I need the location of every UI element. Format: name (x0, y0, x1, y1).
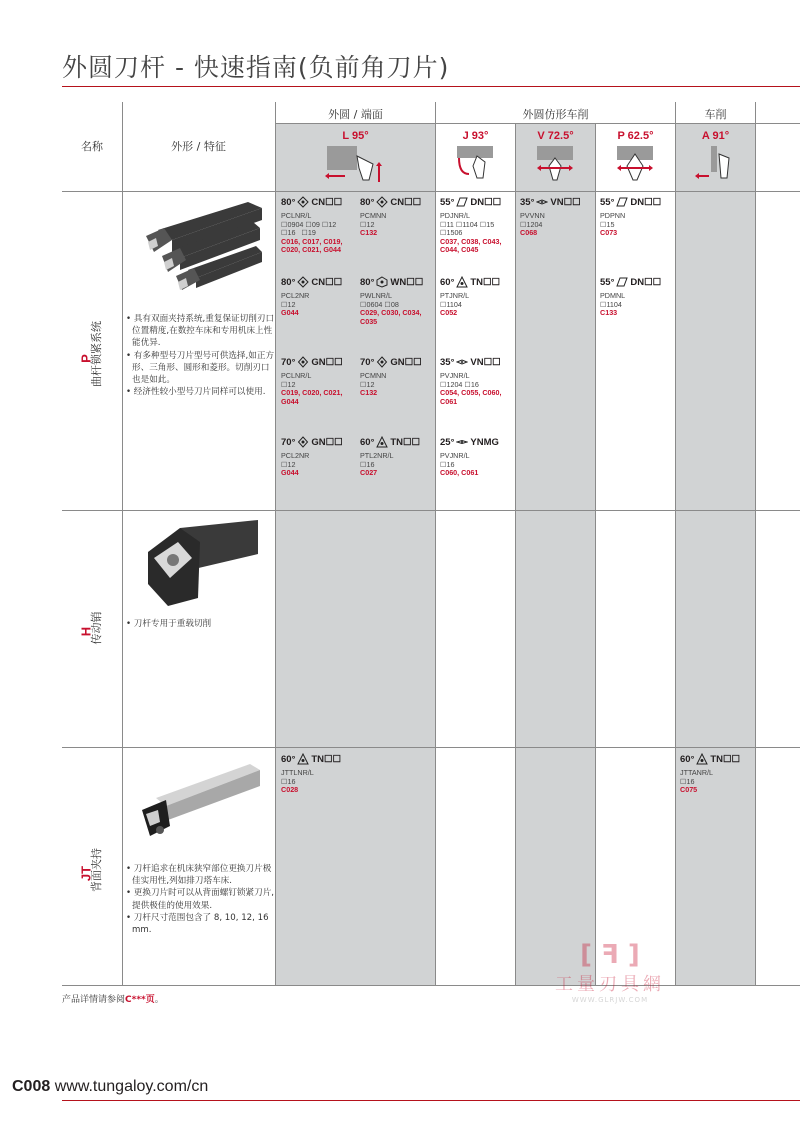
watermark (540, 940, 680, 1020)
footer-note-end: 。 (154, 995, 164, 1005)
watermark-url: WWW.GLRJW.COM (571, 996, 649, 1004)
holder-image-H (140, 518, 260, 608)
insert-angle: 60° (680, 753, 695, 765)
holder-image-JT (138, 756, 263, 851)
holder-sizes: ☐12 (281, 379, 296, 389)
triangle-icon (696, 753, 708, 765)
features-JT (126, 863, 276, 936)
insert-angle: 80° (360, 196, 375, 208)
diagram-L95-icon (325, 144, 385, 184)
holder-entry (360, 436, 440, 478)
page-refs[interactable]: C029, C030, C034, C035 (360, 308, 422, 326)
holder-sizes: ☐12 (360, 379, 375, 389)
insert-angle: 60° (440, 276, 455, 288)
insert-angle: 35° (440, 356, 455, 368)
triangle-icon (297, 753, 309, 765)
holder-sizes: ☐16 (680, 776, 695, 786)
diagram-P625-icon (615, 144, 655, 184)
header-name: 名称 (81, 140, 103, 153)
insert-angle: 70° (281, 436, 296, 448)
holder-model: PVJNR/L (440, 371, 470, 380)
feature-text: • 有多种型号刀片型号可供选择,如正方形、三角形、圆形和菱形。切削刃口也是如此。 (126, 350, 275, 386)
insert-angle: 60° (281, 753, 296, 765)
insert-angle: 25° (440, 436, 455, 448)
grid-line (62, 510, 800, 511)
insert-code: DN☐☐ (630, 196, 662, 208)
page-number: C008 (12, 1078, 51, 1095)
insert-angle: 80° (360, 276, 375, 288)
holder-model: JTTANR/L (680, 768, 714, 777)
holder-entry (281, 196, 361, 255)
holder-model: JTTLNR/L (281, 768, 314, 777)
rhombus-80-icon (376, 196, 388, 208)
header-copy: 外圆仿形车削 (522, 108, 589, 121)
system-name-P: 曲杆锁紧系统 (90, 321, 103, 387)
rhombus-25-icon (456, 436, 468, 448)
insert-code: GN☐☐ (390, 356, 422, 368)
insert-code: WN☐☐ (390, 276, 424, 288)
holder-entry (281, 753, 361, 795)
insert-spec (680, 753, 760, 765)
insert-angle: 70° (360, 356, 375, 368)
holder-sizes: ☐16 (360, 459, 375, 469)
holder-entry (281, 356, 361, 406)
trigon-icon (376, 276, 388, 288)
angle-A91: A 91° (701, 130, 730, 142)
header-shape: 外形 / 特征 (171, 140, 226, 153)
holder-model: PWLNR/L (360, 291, 392, 300)
feature-text: • 经济性较小型号刀片同样可以使用. (126, 387, 266, 398)
holder-model: PCLNR/L (281, 371, 312, 380)
holder-entry (360, 276, 440, 326)
holder-sizes: ☐12 (281, 299, 296, 309)
insert-spec (281, 753, 361, 765)
insert-spec (440, 276, 520, 288)
insert-spec (600, 276, 680, 288)
holder-entry (360, 196, 440, 238)
website-link[interactable]: www.tungaloy.com/cn (54, 1078, 209, 1095)
header-turning: 车削 (704, 108, 727, 121)
insert-code: VN☐☐ (470, 356, 501, 368)
holder-sizes: ☐0904 ☐09 ☐12 ☐16 ☐19 (281, 219, 337, 237)
angle-V725: V 72.5° (537, 130, 574, 142)
page-refs[interactable]: C037, C038, C043, C044, C045 (440, 236, 502, 254)
grid-line (595, 124, 596, 985)
holder-entry (600, 196, 680, 238)
footer-note-ref: C***页 (125, 995, 155, 1005)
insert-spec (440, 356, 520, 368)
angle-P625: P 62.5° (617, 130, 654, 142)
insert-angle: 80° (281, 196, 296, 208)
holder-sizes: ☐16 (281, 776, 296, 786)
insert-spec (360, 196, 440, 208)
grid-line (276, 123, 800, 124)
insert-spec (440, 196, 520, 208)
column-shade-V725 (515, 192, 595, 985)
rhombus-70-icon (297, 436, 309, 448)
angle-J93: J 93° (462, 130, 489, 142)
page-refs[interactable]: C132 (360, 388, 378, 397)
insert-code: DN☐☐ (630, 276, 662, 288)
page-refs[interactable]: C133 (600, 308, 618, 317)
triangle-icon (376, 436, 388, 448)
angle-L95: L 95° (342, 130, 369, 142)
diagram-A91-icon (695, 144, 735, 184)
holder-model: PVJNR/L (440, 451, 470, 460)
page-refs[interactable]: C068 (520, 228, 538, 237)
page-refs[interactable]: C060, C061 (440, 468, 479, 477)
holder-entry (440, 196, 520, 255)
features-H (126, 618, 276, 630)
rhombus-80-icon (297, 196, 309, 208)
insert-code: TN☐☐ (390, 436, 421, 448)
feature-text: • 刀杆追求在机床狭窄部位更换刀片极佳实用性,列如排刀塔车床. (126, 864, 272, 887)
holder-model: PCMNN (360, 211, 387, 220)
holder-sizes: ☐0604 ☐08 (360, 299, 399, 309)
holder-entry (440, 356, 520, 406)
holder-model: PVVNN (520, 211, 545, 220)
title-rule (62, 86, 800, 87)
feature-text: • 刀杆专用于重载切削 (126, 619, 212, 629)
holder-entry (281, 436, 361, 478)
page-refs[interactable]: G044 (281, 308, 299, 317)
holder-model: PCL2NR (281, 291, 310, 300)
grid-line (275, 102, 276, 985)
holder-image-P (138, 200, 263, 295)
watermark-logo-icon: [ ꟻ ] (580, 940, 640, 970)
grid-line (122, 102, 123, 985)
insert-angle: 80° (281, 276, 296, 288)
holder-model: PCMNN (360, 371, 387, 380)
holder-model: PCL2NR (281, 451, 310, 460)
diagram-V725-icon (535, 144, 575, 184)
grid-line (755, 102, 756, 985)
features-P (126, 313, 276, 398)
column-shade-A91 (675, 192, 755, 985)
holder-entry (440, 436, 520, 478)
holder-entry (440, 276, 520, 318)
rhombus-55-icon (616, 196, 628, 208)
feature-text: • 更换刀片时可以从背面螺钉锁紧刀片,提供极佳的使用效果. (126, 888, 275, 911)
insert-spec (440, 436, 520, 448)
holder-sizes: ☐15 (600, 219, 615, 229)
insert-angle: 55° (600, 276, 615, 288)
page-refs[interactable]: C052 (440, 308, 458, 317)
system-code-P: P (78, 354, 94, 363)
footer-note (62, 992, 164, 1005)
holder-model: PTJNR/L (440, 291, 470, 300)
page-title: 外圆刀杆 - 快速指南(负前角刀片) (62, 53, 450, 82)
footer-note-text: 产品详情请参阅 (62, 995, 126, 1005)
insert-spec (600, 196, 680, 208)
holder-entry (360, 356, 440, 398)
insert-angle: 60° (360, 436, 375, 448)
insert-code: CN☐☐ (311, 276, 343, 288)
holder-sizes: ☐12 (281, 459, 296, 469)
holder-model: PDJNR/L (440, 211, 470, 220)
page-refs[interactable]: C075 (680, 785, 698, 794)
holder-sizes: ☐11 ☐1104 ☐15 ☐1506 (440, 219, 495, 237)
holder-sizes: ☐1204 ☐16 (440, 379, 479, 389)
holder-model: PCLNR/L (281, 211, 312, 220)
holder-entry (520, 196, 600, 238)
insert-code: TN☐☐ (470, 276, 501, 288)
insert-angle: 55° (600, 196, 615, 208)
holder-model: PTL2NR/L (360, 451, 394, 460)
header-external: 外圆 / 端面 (328, 108, 383, 121)
rhombus-35-icon (536, 196, 548, 208)
insert-code: TN☐☐ (311, 753, 342, 765)
page-refs[interactable]: C027 (360, 468, 378, 477)
insert-spec (281, 276, 361, 288)
rhombus-80-icon (297, 276, 309, 288)
rhombus-55-icon (456, 196, 468, 208)
insert-code: TN☐☐ (710, 753, 741, 765)
rhombus-70-icon (297, 356, 309, 368)
system-code-H: H (78, 626, 94, 637)
insert-code: CN☐☐ (390, 196, 422, 208)
holder-sizes: ☐1204 (520, 219, 543, 229)
feature-text: • 具有双面夹持系统,重复保证切削刃口位置精度,在数控车床和专用机床上性能优异. (126, 314, 275, 349)
holder-model: PDMNL (600, 291, 626, 300)
insert-angle: 55° (440, 196, 455, 208)
grid-line (62, 985, 800, 986)
insert-code: GN☐☐ (311, 436, 343, 448)
insert-code: DN☐☐ (470, 196, 502, 208)
system-code-JT: JT (78, 865, 94, 882)
page-refs[interactable]: C132 (360, 228, 378, 237)
insert-code: CN☐☐ (311, 196, 343, 208)
page-refs[interactable]: C054, C055, C060, C061 (440, 388, 502, 406)
holder-sizes: ☐1104 (600, 299, 622, 309)
rhombus-35-icon (456, 356, 468, 368)
insert-spec (520, 196, 600, 208)
grid-line (62, 747, 800, 748)
page-refs[interactable]: C028 (281, 785, 299, 794)
page-refs[interactable]: C016, C017, C019, C020, C021, G044 (281, 236, 343, 254)
page-footer (12, 1078, 208, 1096)
rhombus-70-icon (376, 356, 388, 368)
system-name-H: 传动销 (90, 611, 103, 645)
insert-spec (281, 436, 361, 448)
diagram-J93-icon (455, 144, 495, 184)
insert-spec (360, 436, 440, 448)
page-refs[interactable]: C019, C020, C021, G044 (281, 388, 343, 406)
page-refs[interactable]: G044 (281, 468, 299, 477)
holder-entry (680, 753, 760, 795)
insert-spec (281, 196, 361, 208)
holder-sizes: ☐12 (360, 219, 375, 229)
system-name-JT: 背面夹持 (90, 848, 103, 892)
holder-model: PDPNN (600, 211, 626, 220)
rhombus-55-icon (616, 276, 628, 288)
insert-angle: 35° (520, 196, 535, 208)
footer-rule (62, 1100, 800, 1101)
holder-sizes: ☐16 (440, 459, 455, 469)
holder-entry (600, 276, 680, 318)
holder-sizes: ☐1104 (440, 299, 462, 309)
insert-spec (281, 356, 361, 368)
insert-code: VN☐☐ (550, 196, 581, 208)
page-refs[interactable]: C073 (600, 228, 618, 237)
grid-line (62, 191, 800, 192)
insert-angle: 70° (281, 356, 296, 368)
insert-spec (360, 276, 440, 288)
insert-code: GN☐☐ (311, 356, 343, 368)
insert-code: YNMG (470, 436, 499, 448)
triangle-icon (456, 276, 468, 288)
holder-entry (281, 276, 361, 318)
feature-text: • 刀杆尺寸范围包含了 8, 10, 12, 16 mm. (126, 912, 269, 936)
watermark-text: 工量刃具網 (555, 974, 665, 995)
insert-spec (360, 356, 440, 368)
